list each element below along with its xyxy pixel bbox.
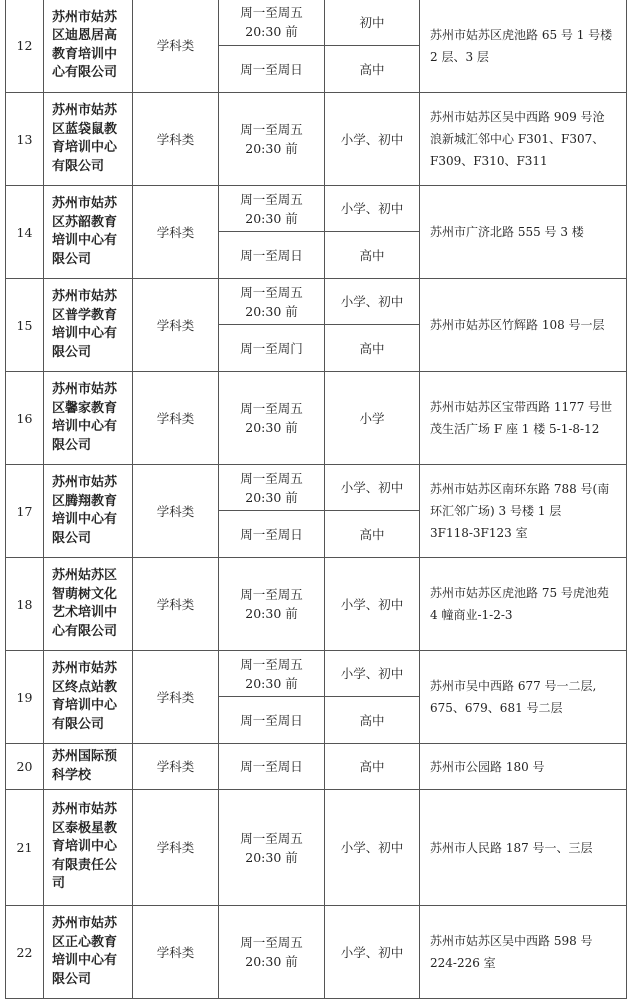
grade-level-cell: 小学、初中 <box>325 651 420 697</box>
category-cell: 学科类 <box>133 651 219 744</box>
institution-table <box>5 0 627 999</box>
table-row <box>6 790 627 906</box>
address-line: 2 层、3 层 <box>430 49 489 64</box>
category-cell: 学科类 <box>133 906 219 999</box>
schedule-cell <box>219 325 325 372</box>
name-line: 限公司 <box>52 530 92 546</box>
name-line: 司 <box>52 876 66 892</box>
row-number: 22 <box>6 906 44 999</box>
schedule-line: 周一至周日 <box>240 247 303 263</box>
row-number: 15 <box>6 279 44 372</box>
name-line: 培训中心有 <box>52 512 118 527</box>
schedule-line: 周一至周五 <box>240 401 303 416</box>
address-line: 环汇邻广场) 3 号楼 1 层 <box>430 504 562 518</box>
institution-name <box>44 93 133 186</box>
schedule-cell <box>219 279 325 325</box>
table-row <box>6 186 627 232</box>
name-line: 限公司 <box>52 437 92 453</box>
grade-level-cell: 小学、初中 <box>325 465 420 511</box>
schedule-line: 周一至周日 <box>240 526 303 542</box>
schedule-line: 周一至周五 <box>240 122 303 137</box>
name-line: 区正心教育 <box>52 934 118 950</box>
name-line: 培训中心有 <box>52 419 118 434</box>
grade-level-cell: 小学 <box>325 372 420 465</box>
category-cell: 学科类 <box>133 465 219 558</box>
institution-name <box>44 372 133 465</box>
schedule-cell <box>219 744 325 790</box>
grade-level-cell: 高中 <box>325 697 420 744</box>
institution-name <box>44 279 133 372</box>
schedule-cell <box>219 790 325 906</box>
schedule-line: 20:30 前 <box>245 606 298 621</box>
table-row <box>6 279 627 325</box>
schedule-cell <box>219 372 325 465</box>
category-cell: 学科类 <box>133 790 219 906</box>
name-line: 苏州市姑苏 <box>52 475 118 490</box>
name-line: 培训中心有 <box>52 233 118 248</box>
schedule-line: 20:30 前 <box>245 849 298 865</box>
name-line: 苏州市姑苏 <box>52 196 118 211</box>
institution-name <box>44 0 133 93</box>
grade-level-cell: 小学、初中 <box>325 790 420 906</box>
grade-level-cell: 高中 <box>325 325 420 372</box>
name-line: 区蓝袋鼠教 <box>52 121 118 137</box>
row-number: 14 <box>6 186 44 279</box>
grade-level-cell: 高中 <box>325 511 420 558</box>
name-line: 育培训中心 <box>52 839 118 855</box>
category-cell: 学科类 <box>133 0 219 93</box>
schedule-line: 周一至周日 <box>240 712 303 728</box>
grade-level-cell: 小学、初中 <box>325 906 420 999</box>
address-cell <box>420 744 627 790</box>
grade-level-cell: 小学、初中 <box>325 558 420 651</box>
grade-level-cell: 初中 <box>325 0 420 46</box>
name-line: 教育培训中 <box>52 46 118 62</box>
name-line: 限公司 <box>52 971 92 987</box>
row-number: 21 <box>6 790 44 906</box>
institution-name <box>44 465 133 558</box>
name-line: 苏州市姑苏 <box>52 382 118 397</box>
address-cell <box>420 906 627 999</box>
address-cell <box>420 372 627 465</box>
address-cell <box>420 0 627 93</box>
address-cell <box>420 790 627 906</box>
address-cell <box>420 558 627 651</box>
schedule-cell <box>219 511 325 558</box>
address-line: 苏州市人民路 187 号一、三层 <box>430 840 593 855</box>
name-line: 科学校 <box>52 767 92 783</box>
schedule-line: 周一至周五 <box>240 935 303 950</box>
grade-level-cell: 小学、初中 <box>325 93 420 186</box>
table-row <box>6 465 627 511</box>
table-row <box>6 651 627 697</box>
schedule-line: 周一至周日 <box>240 61 303 77</box>
schedule-line: 20:30 前 <box>245 210 298 226</box>
grade-level-cell: 高中 <box>325 232 420 279</box>
name-line: 区终点站教 <box>52 679 118 695</box>
schedule-line: 20:30 前 <box>245 954 298 969</box>
name-line: 区普学教育 <box>52 307 118 323</box>
row-number: 17 <box>6 465 44 558</box>
address-line: 苏州市姑苏区吴中西路 598 号 <box>430 934 593 948</box>
address-line: 苏州市姑苏区竹辉路 108 号一层 <box>430 318 605 332</box>
address-cell <box>420 186 627 279</box>
schedule-line: 20:30 前 <box>245 675 298 691</box>
address-line: 苏州市公园路 180 号 <box>430 759 545 774</box>
address-line: F309、F310、F311 <box>430 154 548 168</box>
name-line: 苏州姑苏区 <box>52 568 118 583</box>
name-line: 限公司 <box>52 344 92 360</box>
schedule-cell <box>219 186 325 232</box>
institution-name <box>44 790 133 906</box>
name-line: 苏州市姑苏 <box>52 916 118 931</box>
address-cell <box>420 279 627 372</box>
address-line: 苏州市姑苏区南环东路 788 号(南 <box>430 482 610 496</box>
address-line: 4 幢商业-1-2-3 <box>430 608 513 622</box>
name-line: 有限公司 <box>52 716 105 732</box>
institution-name <box>44 186 133 279</box>
category-cell: 学科类 <box>133 93 219 186</box>
row-number: 19 <box>6 651 44 744</box>
address-line: 675、679、681 号二层 <box>430 701 563 715</box>
schedule-cell <box>219 697 325 744</box>
institution-name <box>44 744 133 790</box>
category-cell: 学科类 <box>133 372 219 465</box>
name-line: 苏州市姑苏 <box>52 9 118 25</box>
name-line: 苏州国际预 <box>52 749 118 764</box>
address-cell <box>420 93 627 186</box>
schedule-cell <box>219 651 325 697</box>
name-line: 苏州市姑苏 <box>52 802 118 818</box>
address-line: 苏州市吴中西路 677 号一二层, <box>430 679 597 693</box>
name-line: 区迪恩居高 <box>52 28 118 43</box>
category-cell: 学科类 <box>133 558 219 651</box>
name-line: 培训中心有 <box>52 953 118 968</box>
grade-level-cell: 高中 <box>325 46 420 93</box>
address-line: 茂生活广场 F 座 1 楼 5-1-8-12 <box>430 422 600 436</box>
schedule-line: 周一至周五 <box>240 656 303 672</box>
schedule-line: 20:30 前 <box>245 141 298 156</box>
schedule-cell <box>219 0 325 46</box>
address-line: 苏州市姑苏区吴中西路 909 号沧 <box>430 110 605 124</box>
address-line: 苏州市广济北路 555 号 3 楼 <box>430 225 584 239</box>
name-line: 限公司 <box>52 251 92 267</box>
schedule-line: 周一至周五 <box>240 5 303 20</box>
row-number: 16 <box>6 372 44 465</box>
schedule-line: 20:30 前 <box>245 24 298 39</box>
name-line: 心有限公司 <box>52 623 118 639</box>
address-line: 3F118-3F123 室 <box>430 526 528 540</box>
name-line: 区馨家教育 <box>52 400 118 416</box>
table-body <box>6 0 627 999</box>
address-line: 浪新城汇邻中心 F301、F307、 <box>430 132 605 146</box>
institution-name <box>44 651 133 744</box>
address-line: 苏州市姑苏区宝带西路 1177 号世 <box>430 400 613 414</box>
schedule-cell <box>219 465 325 511</box>
name-line: 苏州市姑苏 <box>52 103 118 118</box>
institution-name <box>44 906 133 999</box>
name-line: 艺术培训中 <box>52 605 118 620</box>
name-line: 苏州市姑苏 <box>52 661 118 676</box>
name-line: 培训中心有 <box>52 326 118 341</box>
category-cell: 学科类 <box>133 186 219 279</box>
schedule-line: 周一至周五 <box>240 587 303 602</box>
schedule-cell <box>219 558 325 651</box>
table-row <box>6 558 627 651</box>
grade-level-cell: 小学、初中 <box>325 279 420 325</box>
name-line: 智萌树文化 <box>52 586 118 602</box>
row-number: 20 <box>6 744 44 790</box>
address-cell <box>420 465 627 558</box>
name-line: 育培训中心 <box>52 140 118 155</box>
row-number: 12 <box>6 0 44 93</box>
schedule-line: 20:30 前 <box>245 420 298 435</box>
schedule-cell <box>219 906 325 999</box>
schedule-cell <box>219 232 325 279</box>
category-cell: 学科类 <box>133 279 219 372</box>
schedule-line: 周一至周五 <box>240 191 303 207</box>
address-cell <box>420 651 627 744</box>
schedule-line: 周一至周五 <box>240 830 303 846</box>
name-line: 区腾翔教育 <box>52 493 118 509</box>
table-row <box>6 0 627 46</box>
name-line: 有限责任公 <box>52 857 118 873</box>
table-row <box>6 93 627 186</box>
table-row <box>6 906 627 999</box>
name-line: 苏州市姑苏 <box>52 289 118 304</box>
row-number: 18 <box>6 558 44 651</box>
schedule-line: 周一至周日 <box>240 759 303 774</box>
schedule-line: 20:30 前 <box>245 489 298 505</box>
schedule-line: 周一至周五 <box>240 470 303 486</box>
name-line: 区泰极星教 <box>52 820 118 836</box>
schedule-cell <box>219 46 325 93</box>
address-line: 苏州市姑苏区虎池路 65 号 1 号楼 <box>430 27 613 42</box>
name-line: 育培训中心 <box>52 698 118 713</box>
schedule-line: 周一至周五 <box>240 284 303 300</box>
table-row <box>6 372 627 465</box>
institution-name <box>44 558 133 651</box>
category-cell: 学科类 <box>133 744 219 790</box>
schedule-cell <box>219 93 325 186</box>
table-row <box>6 744 627 790</box>
schedule-line: 20:30 前 <box>245 303 298 319</box>
address-line: 苏州市姑苏区虎池路 75 号虎池苑 <box>430 586 609 600</box>
name-line: 心有限公司 <box>52 65 118 80</box>
name-line: 区苏韶教育 <box>52 214 118 230</box>
grade-level-cell: 高中 <box>325 744 420 790</box>
row-number: 13 <box>6 93 44 186</box>
schedule-line: 周一至周门 <box>240 340 303 356</box>
name-line: 有限公司 <box>52 158 105 174</box>
address-line: 224-226 室 <box>430 956 496 970</box>
grade-level-cell: 小学、初中 <box>325 186 420 232</box>
